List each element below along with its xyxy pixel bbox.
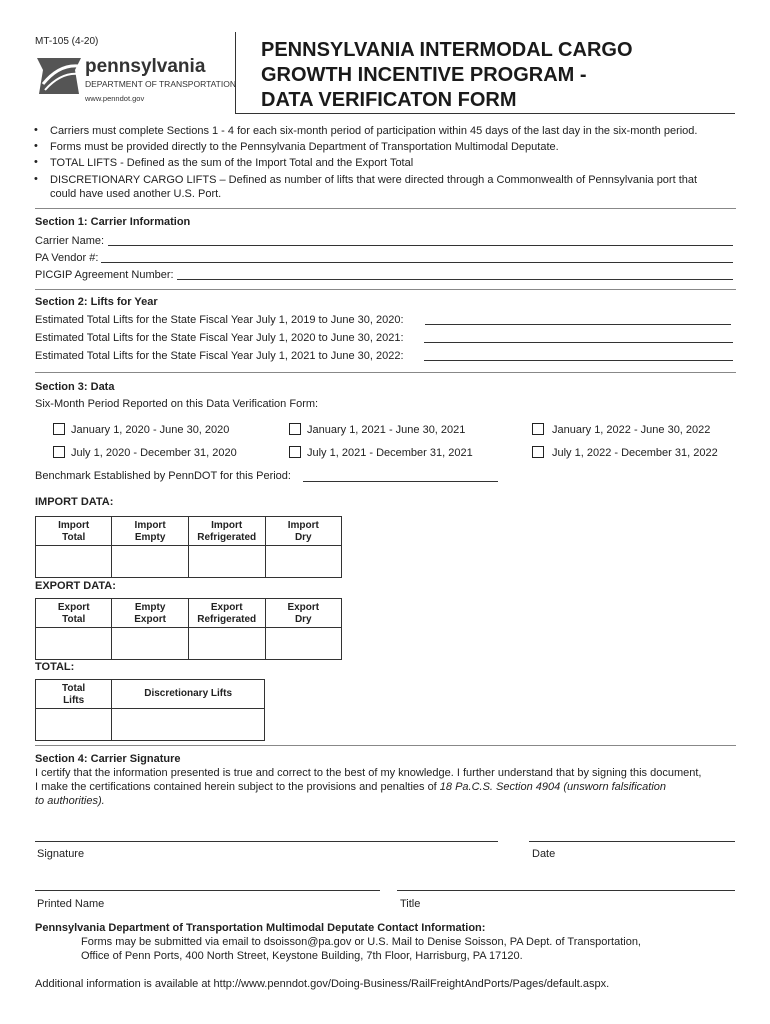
instruction-item: TOTAL LIFTS - Defined as the sum of the Import Total and the Export Total <box>50 157 414 169</box>
period-option-label: January 1, 2021 - June 30, 2021 <box>307 424 466 436</box>
additional-info: Additional information is available at http://www.penndot.gov/Doing-Business/RailFreightAndPorts/Pages/default.aspx. <box>35 978 610 990</box>
period-option-label: January 1, 2020 - June 30, 2020 <box>71 424 230 436</box>
lifts-2021-field[interactable] <box>424 342 733 343</box>
total-label: TOTAL: <box>35 661 75 673</box>
lifts-2022-field[interactable] <box>424 360 733 361</box>
period-option-label: July 1, 2020 - December 31, 2020 <box>71 447 237 459</box>
contact-line1: Forms may be submitted via email to dsoisson@pa.gov or U.S. Mail to Denise Soisson, PA Dept. of Transportation, <box>81 936 641 948</box>
period-option-label: July 1, 2022 - December 31, 2022 <box>552 447 718 459</box>
discretionary-lifts-input[interactable] <box>112 709 265 741</box>
logo-url: www.penndot.gov <box>85 94 145 103</box>
agreement-number-label: PICGIP Agreement Number: <box>35 269 174 281</box>
benchmark-field[interactable] <box>303 481 498 482</box>
form-title-line3: DATA VERIFICATON FORM <box>261 89 517 111</box>
export-data-table <box>35 598 342 660</box>
column-header: Empty Export <box>112 599 188 628</box>
carrier-name-label: Carrier Name: <box>35 235 105 247</box>
section4-heading: Section 4: Carrier Signature <box>35 753 181 765</box>
signature-field[interactable] <box>35 841 498 842</box>
bullet-dot: • <box>34 124 38 136</box>
bullet-dot: • <box>34 156 38 168</box>
export-data-label: EXPORT DATA: <box>35 580 116 592</box>
instruction-item-continued: could have used another U.S. Port. <box>50 188 222 200</box>
instruction-item: Forms must be provided directly to the Pennsylvania Department of Transportation Multimodal Deputate. <box>50 141 559 153</box>
column-header: Import Empty <box>112 517 188 546</box>
import-total-input[interactable] <box>36 546 112 578</box>
period-label: Six-Month Period Reported on this Data Verification Form: <box>35 398 319 410</box>
certification-line2: I make the certifications contained herein subject to the provisions and penalties of 18 Pa.C.S. Section 4904 (unsworn falsification <box>35 781 667 793</box>
section1-heading: Section 1: Carrier Information <box>35 216 191 228</box>
pa-vendor-label: PA Vendor #: <box>35 252 99 264</box>
export-refrigerated-input[interactable] <box>188 628 265 660</box>
column-header: Import Total <box>36 517 112 546</box>
lifts-2020-field[interactable] <box>425 324 731 325</box>
certification-line3: to authorities). <box>35 795 105 807</box>
period-checkbox-jul-2021[interactable] <box>289 446 301 458</box>
header-divider-vertical <box>235 32 236 114</box>
date-field[interactable] <box>529 841 735 842</box>
form-number: MT-105 (4-20) <box>35 36 99 47</box>
instruction-item: DISCRETIONARY CARGO LIFTS – Defined as number of lifts that were directed through a Commonwealth of Pennsylvania port that <box>50 174 698 186</box>
contact-heading: Pennsylvania Department of Transportation Multimodal Deputate Contact Information: <box>35 922 486 934</box>
contact-line2: Office of Penn Ports, 400 North Street, Keystone Building, 7th Floor, Harrisburg, PA 17120. <box>81 950 523 962</box>
date-label: Date <box>532 848 556 860</box>
column-header: Export Refrigerated <box>188 599 265 628</box>
title-field[interactable] <box>397 890 735 891</box>
bullet-dot: • <box>34 140 38 152</box>
column-header: Import Refrigerated <box>188 517 265 546</box>
form-title-line1: PENNSYLVANIA INTERMODAL CARGO <box>261 39 633 61</box>
header-divider-horizontal <box>235 113 735 114</box>
title-label: Title <box>400 898 421 910</box>
logo-name: pennsylvania <box>85 56 206 77</box>
import-data-table <box>35 516 342 578</box>
section-divider <box>35 208 736 209</box>
lifts-2020-label: Estimated Total Lifts for the State Fiscal Year July 1, 2019 to June 30, 2020: <box>35 314 404 326</box>
section-divider <box>35 372 736 373</box>
import-dry-input[interactable] <box>265 546 341 578</box>
signature-label: Signature <box>37 848 85 860</box>
period-checkbox-jan-2021[interactable] <box>289 423 301 435</box>
form-title-line2: GROWTH INCENTIVE PROGRAM - <box>261 64 587 86</box>
period-checkbox-jan-2020[interactable] <box>53 423 65 435</box>
printed-name-field[interactable] <box>35 890 380 891</box>
section3-heading: Section 3: Data <box>35 381 115 393</box>
section-divider <box>35 289 736 290</box>
column-header: Export Dry <box>265 599 341 628</box>
total-lifts-input[interactable] <box>36 709 112 741</box>
instruction-item: Carriers must complete Sections 1 - 4 for each six-month period of participation within 45 days of the last day in the six-month period. <box>50 125 698 137</box>
printed-name-label: Printed Name <box>37 898 105 910</box>
pa-vendor-field[interactable] <box>101 262 733 263</box>
column-header: Total Lifts <box>36 680 112 709</box>
export-total-input[interactable] <box>36 628 112 660</box>
period-option-label: July 1, 2021 - December 31, 2021 <box>307 447 473 459</box>
benchmark-label: Benchmark Established by PennDOT for this Period: <box>35 470 291 482</box>
import-data-label: IMPORT DATA: <box>35 496 114 508</box>
penndot-logo <box>35 54 235 106</box>
carrier-name-field[interactable] <box>108 245 733 246</box>
period-checkbox-jul-2020[interactable] <box>53 446 65 458</box>
column-header: Discretionary Lifts <box>112 680 265 709</box>
logo-dept: DEPARTMENT OF TRANSPORTATION <box>85 79 236 89</box>
certification-line1: I certify that the information presented is true and correct to the best of my knowledge. I further understand that by signing this document, <box>35 767 702 779</box>
section2-heading: Section 2: Lifts for Year <box>35 296 158 308</box>
period-option-label: January 1, 2022 - June 30, 2022 <box>552 424 711 436</box>
import-refrigerated-input[interactable] <box>188 546 265 578</box>
keystone-icon <box>35 54 83 96</box>
export-dry-input[interactable] <box>265 628 341 660</box>
lifts-2021-label: Estimated Total Lifts for the State Fiscal Year July 1, 2020 to June 30, 2021: <box>35 332 404 344</box>
agreement-number-field[interactable] <box>177 279 733 280</box>
period-checkbox-jul-2022[interactable] <box>532 446 544 458</box>
empty-export-input[interactable] <box>112 628 188 660</box>
section-divider <box>35 745 736 746</box>
bullet-dot: • <box>34 173 38 185</box>
import-empty-input[interactable] <box>112 546 188 578</box>
period-checkbox-jan-2022[interactable] <box>532 423 544 435</box>
total-table <box>35 679 265 741</box>
lifts-2022-label: Estimated Total Lifts for the State Fiscal Year July 1, 2021 to June 30, 2022: <box>35 350 404 362</box>
column-header: Export Total <box>36 599 112 628</box>
column-header: Import Dry <box>265 517 341 546</box>
